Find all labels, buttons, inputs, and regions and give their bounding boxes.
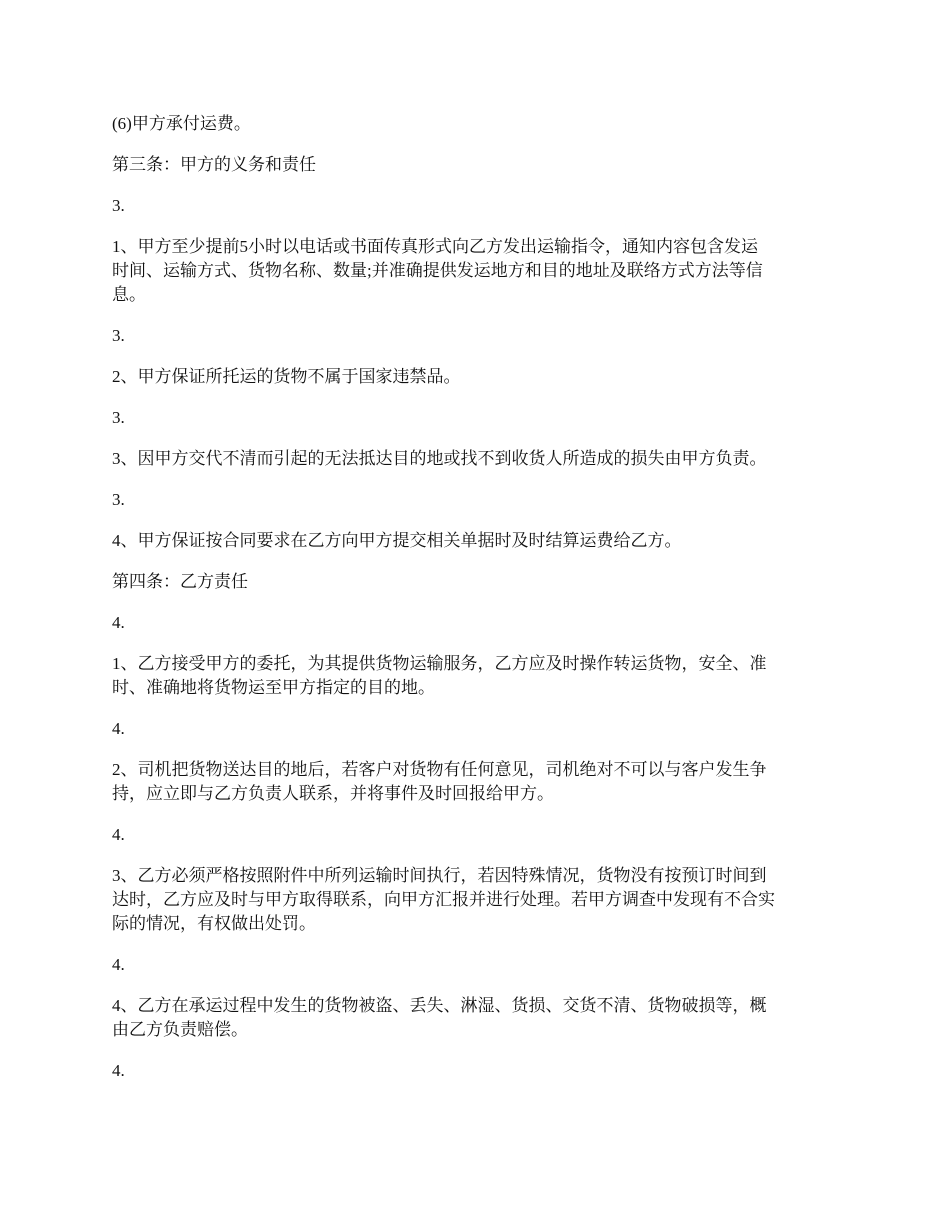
section-number: 3. [112, 408, 125, 427]
article-heading: 第四条：乙方责任 [112, 572, 248, 591]
section-number: 3. [112, 490, 125, 509]
section-number: 4. [112, 825, 125, 844]
paragraph: 4、乙方在承运过程中发生的货物被盗、丢失、淋湿、货损、交货不清、货物破损等，概 由乙方负责赔偿。 [112, 996, 767, 1039]
section-number: 4. [112, 719, 125, 738]
section-number: 3. [112, 196, 125, 215]
document-page [112, 112, 840, 1100]
paragraph: 2、甲方保证所托运的货物不属于国家违禁品。 [112, 367, 461, 386]
paragraph: 3、因甲方交代不清而引起的无法抵达目的地或找不到收货人所造成的损失由甲方负责。 [112, 449, 767, 468]
paragraph: 2、司机把货物送达目的地后，若客户对货物有任何意见，司机绝对不可以与客户发生争 持，应立即与乙方负责人联系，并将事件及时回报给甲方。 [112, 760, 767, 803]
paragraph: 1、甲方至少提前5小时以电话或书面传真形式向乙方发出运输指令，通知内容包含发运 时间、运输方式、货物名称、数量;并准确提供发运地方和目的地址及联络方式方法等信 息。 [112, 237, 763, 304]
article-heading: 第三条：甲方的义务和责任 [112, 155, 316, 174]
paragraph: (6)甲方承付运费。 [112, 114, 251, 133]
paragraph: 1、乙方接受甲方的委托，为其提供货物运输服务，乙方应及时操作转运货物，安全、准 时、准确地将货物运至甲方指定的目的地。 [112, 654, 767, 697]
section-number: 4. [112, 1061, 125, 1080]
section-number: 4. [112, 955, 125, 974]
paragraph: 3、乙方必须严格按照附件中所列运输时间执行，若因特殊情况，货物没有按预订时间到 达时，乙方应及时与甲方取得联系，向甲方汇报并进行处理。若甲方调查中发现有不合实 际的情况，有权做出处罚。 [112, 866, 775, 933]
section-number: 3. [112, 326, 125, 345]
paragraph: 4、甲方保证按合同要求在乙方向甲方提交相关单据时及时结算运费给乙方。 [112, 531, 682, 550]
section-number: 4. [112, 613, 125, 632]
